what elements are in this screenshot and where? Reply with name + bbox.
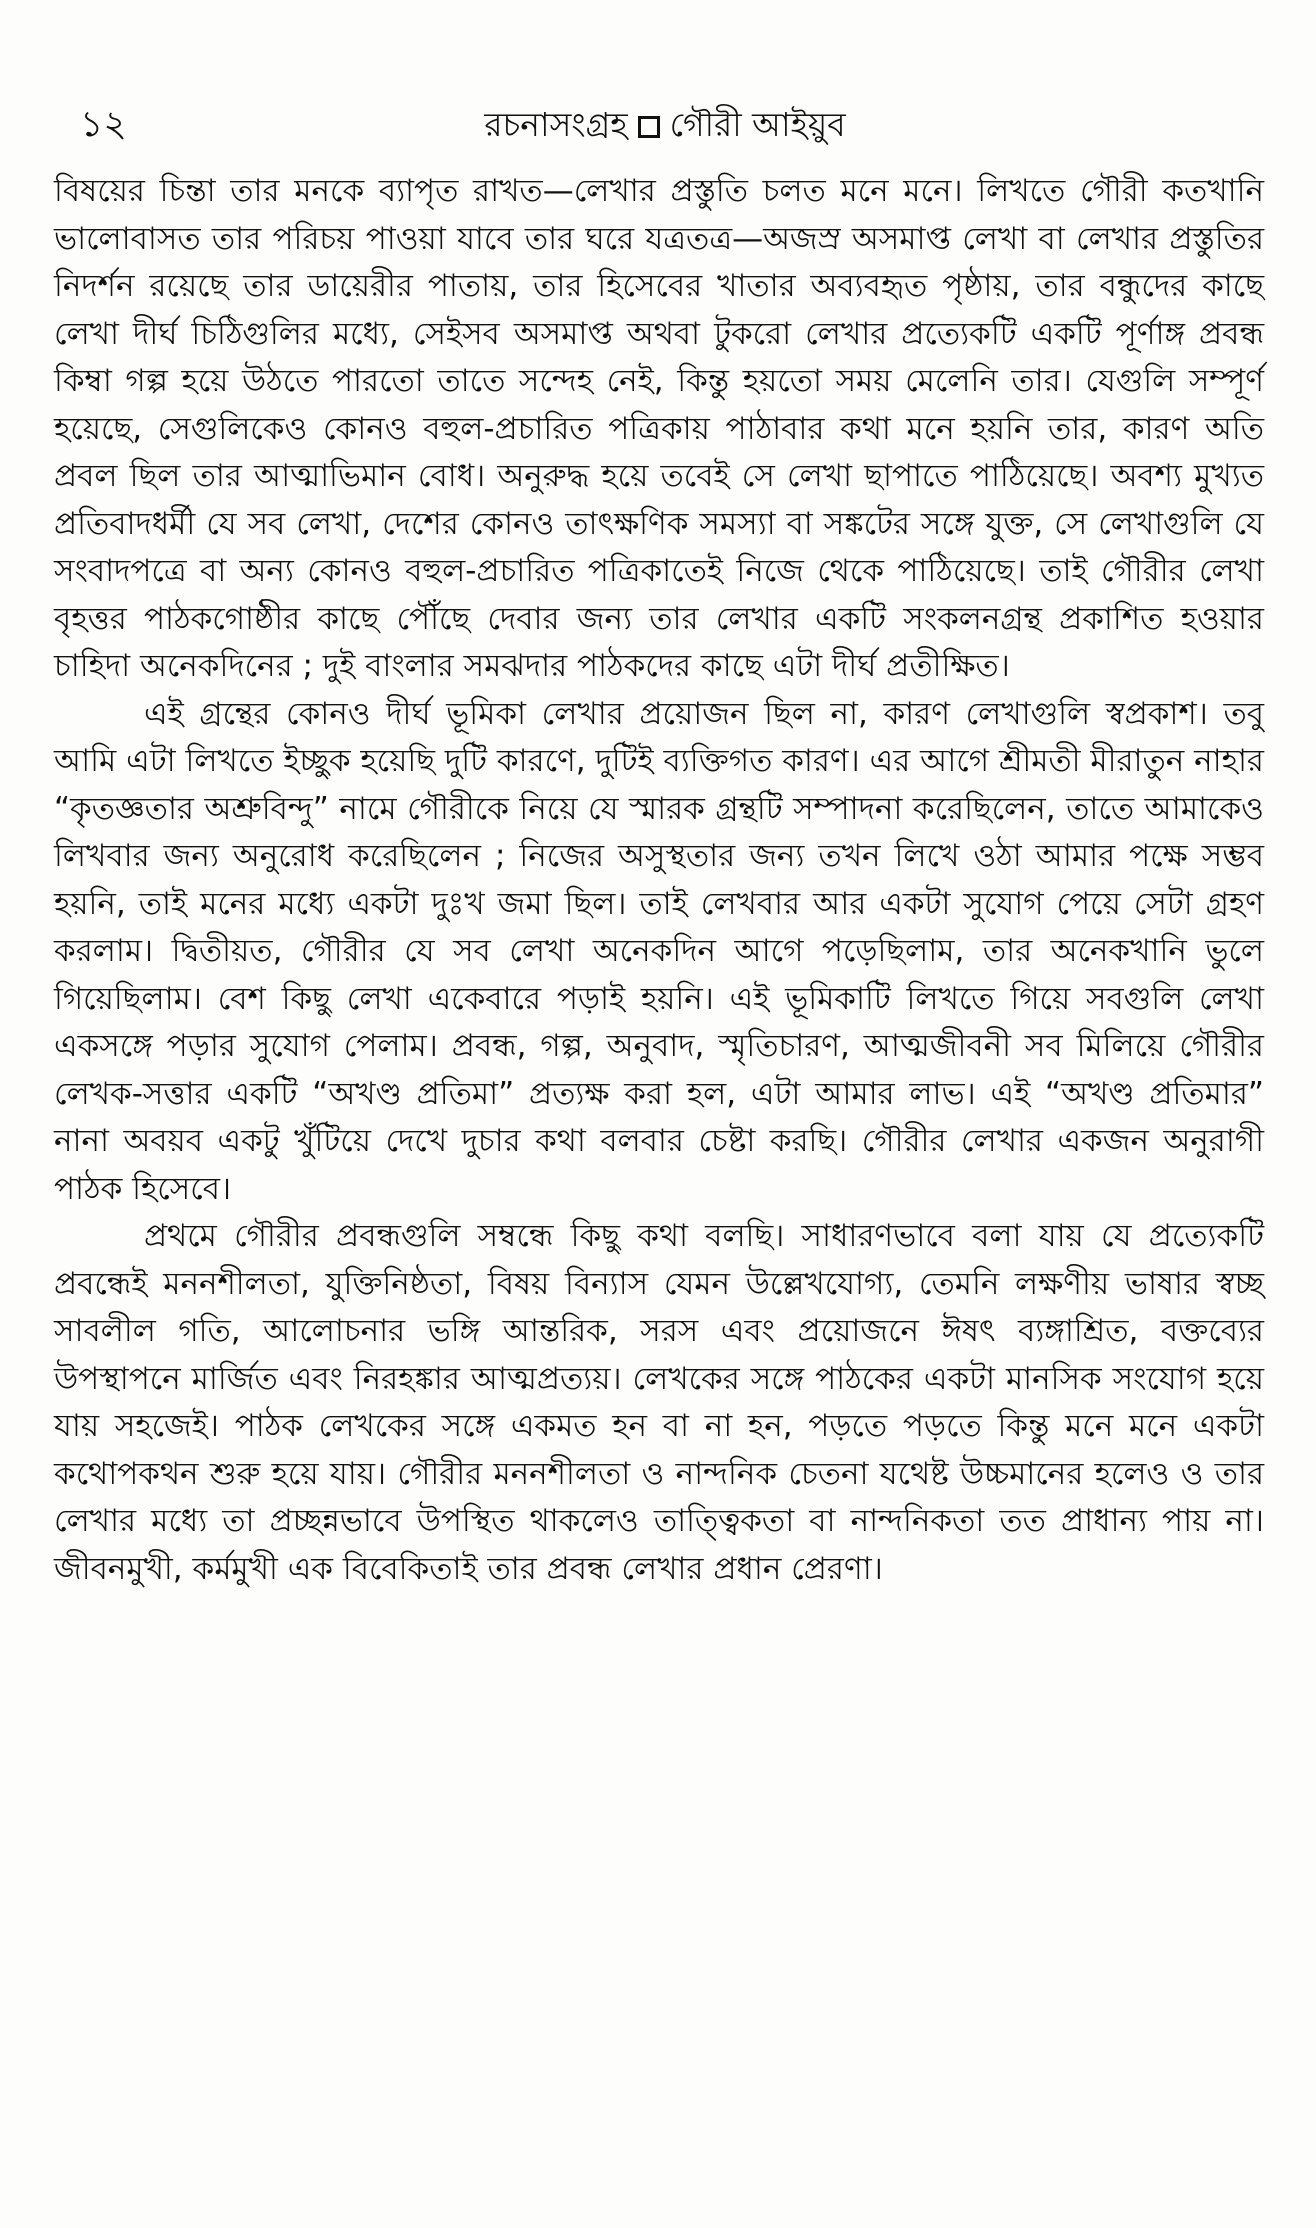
running-head — [80, 101, 1250, 149]
square-bullet-icon — [638, 116, 660, 138]
page-number: ১২ — [80, 104, 127, 145]
author-name: গৌরী আইয়ুব — [669, 105, 846, 144]
paragraph-continued: বিষয়ের চিন্তা তার মনকে ব্যাপৃত রাখত—লেখার প্রস্তুতি চলত মনে মনে। লিখতে গৌরী কতখানি ভালোবাসত তার পরিচয় পাওয়া যাবে তার ঘরে যত্রতত্র—অজস্র অসমাপ্ত লেখা বা লেখার প্রস্তুতির নিদর্শন রয়েছে তার ডায়েরীর পাতায়, তার হিসেবের খাতার অব্যবহৃত পৃষ্ঠায়, তার বন্ধুদের কাছে লেখা দীর্ঘ চিঠিগুলির মধ্যে, সেইসব অসমাপ্ত অথবা টুকরো লেখার প্রত্যেকটি একটি পূর্ণাঙ্গ প্রবন্ধ কিম্বা গল্প হয়ে উঠতে পারতো তাতে সন্দেহ নেই, কিন্তু হয়তো সময় মেলেনি তার। যেগুলি সম্পূর্ণ হয়েছে, সেগুলিকেও কোনও বহুল-প্রচারিত পত্রিকায় পাঠাবার কথা মনে হয়নি তার, কারণ অতি প্রবল ছিল তার আত্মাভিমান বোধ। অনুরুদ্ধ হয়ে তবেই সে লেখা ছাপাতে পাঠিয়েছে। অবশ্য মুখ্যত প্রতিবাদধর্মী যে সব লেখা, দেশের কোনও তাৎক্ষণিক সমস্যা বা সঙ্কটের সঙ্গে যুক্ত, সে লেখাগুলি যে সংবাদপত্রে বা অন্য কোনও বহুল-প্রচারিত পত্রিকাতেই নিজে থেকে পাঠিয়েছে। তাই গৌরীর লেখা বৃহত্তর পাঠকগোষ্ঠীর কাছে পৌঁছে দেবার জন্য তার লেখার একটি সংকলনগ্রন্থ প্রকাশিত হওয়ার চাহিদা অনেকদিনের ; দুই বাংলার সমঝদার পাঠকদের কাছে এটা দীর্ঘ প্রতীক্ষিত। — [54, 173, 1264, 684]
book-title: রচনাসংগ্রহ — [484, 105, 628, 144]
paragraph: প্রথমে গৌরীর প্রবন্ধগুলি সম্বন্ধে কিছু কথা বলছি। সাধারণভাবে বলা যায় যে প্রত্যেকটি প্রবন্ধেই মননশীলতা, যুক্তিনিষ্ঠতা, বিষয় বিন্যাস যেমন উল্লেখযোগ্য, তেমনি লক্ষণীয় ভাষার স্বচ্ছ সাবলীল গতি, আলোচনার ভঙ্গি আন্তরিক, সরস এবং প্রয়োজনে ঈষৎ ব্যঙ্গাশ্রিত, বক্তব্যের উপস্থাপনে মার্জিত এবং নিরহঙ্কার আত্মপ্রত্যয়। লেখকের সঙ্গে পাঠকের একটা মানসিক সংযোগ হয়ে যায় সহজেই। পাঠক লেখকের সঙ্গে একমত হন বা না হন, পড়তে পড়তে কিন্তু মনে মনে একটা কথোপকথন শুরু হয়ে যায়। গৌরীর মননশীলতা ও নান্দনিক চেতনা যথেষ্ট উচ্চমানের হলেও ও তার লেখার মধ্যে তা প্রচ্ছন্নভাবে উপস্থিত থাকলেও তাত্ত্বিকতা বা নান্দনিকতা তত প্রাধান্য পায় না। জীবনমুখী, কর্মমুখী এক বিবেকিতাই তার প্রবন্ধ লেখার প্রধান প্রেরণা। — [54, 1218, 1264, 1587]
body-text — [54, 168, 1264, 1593]
page-header — [80, 95, 1250, 155]
paragraph: এই গ্রন্থের কোনও দীর্ঘ ভূমিকা লেখার প্রয়োজন ছিল না, কারণ লেখাগুলি স্বপ্রকাশ। তবু আমি এটা লিখতে ইচ্ছুক হয়েছি দুটি কারণে, দুটিই ব্যক্তিগত কারণ। এর আগে শ্রীমতী মীরাতুন নাহার “কৃতজ্ঞতার অশ্রুবিন্দু” নামে গৌরীকে নিয়ে যে স্মারক গ্রন্থটি সম্পাদনা করেছিলেন, তাতে আমাকেও লিখবার জন্য অনুরোধ করেছিলেন ; নিজের অসুস্থতার জন্য তখন লিখে ওঠা আমার পক্ষে সম্ভব হয়নি, তাই মনের মধ্যে একটা দুঃখ জমা ছিল। তাই লেখবার আর একটা সুযোগ পেয়ে সেটা গ্রহণ করলাম। দ্বিতীয়ত, গৌরীর যে সব লেখা অনেকদিন আগে পড়েছিলাম, তার অনেকখানি ভুলে গিয়েছিলাম। বেশ কিছু লেখা একেবারে পড়াই হয়নি। এই ভূমিকাটি লিখতে গিয়ে সবগুলি লেখা একসঙ্গে পড়ার সুযোগ পেলাম। প্রবন্ধ, গল্প, অনুবাদ, স্মৃতিচারণ, আত্মজীবনী সব মিলিয়ে গৌরীর লেখক-সত্তার একটি “অখণ্ড প্রতিমা” প্রত্যক্ষ করা হল, এটা আমার লাভ। এই “অখণ্ড প্রতিমার” নানা অবয়ব একটু খুঁটিয়ে দেখে দুচার কথা বলবার চেষ্টা করছি। গৌরীর লেখার একজন অনুরাগী পাঠক হিসেবে। — [54, 695, 1264, 1207]
